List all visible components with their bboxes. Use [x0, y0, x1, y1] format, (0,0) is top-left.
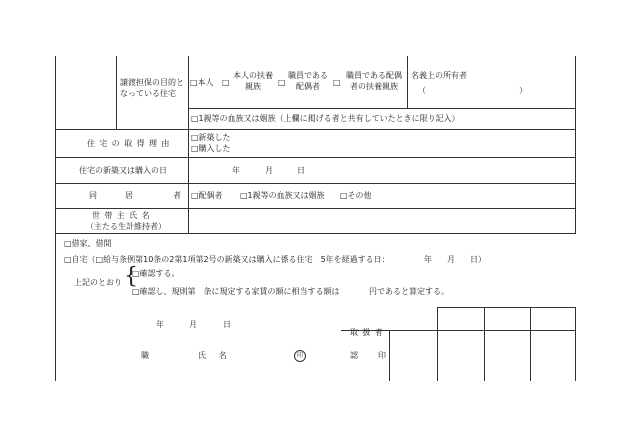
grid-col-1 [389, 330, 390, 381]
name-label: 氏名 [198, 351, 240, 360]
grid-top [437, 307, 576, 308]
cohabitant-label-1: 同 [89, 191, 97, 200]
row-line-2 [55, 129, 576, 130]
grid-col-2 [437, 307, 438, 381]
owner-paren-close: ） [519, 86, 527, 95]
row-line-5 [55, 208, 576, 209]
owned-month: 月 [447, 255, 455, 264]
family-option: 本人の扶養親族 [233, 71, 273, 91]
grid-col-5 [575, 307, 576, 381]
cohabitant-other-option[interactable]: □その他 [340, 191, 372, 200]
bought-option[interactable]: □購入した [191, 144, 231, 153]
spouse-family-option: 職員である配偶者の扶養親族 [346, 71, 402, 91]
cohabitant-label-2: 居 [125, 191, 133, 200]
self-option[interactable]: □本人 [190, 78, 214, 87]
spouse-option: 職員である配偶者 [288, 71, 328, 91]
owner-col [407, 56, 408, 109]
household-head-label: 世帯主氏名 [92, 211, 154, 220]
seal-mark: 印 [294, 350, 306, 362]
date-year: 年 [232, 166, 240, 175]
approval-label: 認 [350, 351, 358, 360]
spouse-checkbox[interactable]: □ [278, 78, 286, 87]
date-label: 住宅の新築又は購入の日 [79, 166, 167, 175]
confirm-option-2[interactable]: □確認し、規則第 条に規定する家賃の額に相当する額は [132, 287, 340, 296]
newbuilt-option[interactable]: □新築した [191, 133, 231, 142]
row-line-6 [55, 233, 576, 234]
confirm-prefix: 上記のとおり [74, 278, 122, 287]
date-month: 月 [265, 166, 273, 175]
spouse-family-checkbox[interactable]: □ [333, 78, 341, 87]
acquisition-reason-label: 住宅の取得理由 [87, 139, 174, 148]
owned-year: 年 [424, 255, 432, 264]
cohabitant-relative-option[interactable]: □1親等の血族又は姻族 [240, 191, 325, 200]
confirm-brace: { [124, 264, 138, 289]
purpose-label: 譲渡担保の目的となっている住宅 [120, 78, 184, 98]
left-border [55, 56, 56, 381]
grid-col-4 [530, 307, 531, 381]
grid-col-3 [484, 307, 485, 381]
nominal-owner-label: 名義上の所有者 [411, 71, 467, 80]
owner-paren-open: （ [418, 86, 426, 95]
row-line-3 [55, 157, 576, 158]
date-day: 日 [297, 166, 305, 175]
sign-month: 月 [189, 320, 197, 329]
sign-day: 日 [223, 320, 231, 329]
owned-option[interactable]: □自宅（□給与条例第10条の2第1項第2号の新築又は購入に係る住宅 5年を経過する日： [64, 255, 390, 264]
handler-label: 取扱者 [350, 328, 388, 337]
label-col-left [116, 56, 117, 129]
approval-seal-label: 印 [378, 351, 386, 360]
owned-day: 日） [470, 255, 486, 264]
position-label: 職 [141, 351, 149, 360]
rented-option[interactable]: □借家、借間 [64, 239, 112, 248]
row-line-4 [55, 183, 576, 184]
family-checkbox[interactable]: □ [222, 78, 230, 87]
confirm-option-1[interactable]: □確認する。 [132, 269, 180, 278]
row-line-1 [188, 108, 576, 109]
cohabitant-spouse-option[interactable]: □配偶者 [191, 191, 223, 200]
confirm-option-2-tail: 円であると算定する。 [369, 287, 449, 296]
household-head-sublabel: （主たる生計維持者） [86, 222, 166, 231]
sign-year: 年 [156, 320, 164, 329]
cohabitant-label-3: 者 [173, 191, 181, 200]
blood-relative-option[interactable]: □1親等の血族又は姻族（上欄に掲げる者と共有していたときに限り記入） [191, 114, 460, 123]
